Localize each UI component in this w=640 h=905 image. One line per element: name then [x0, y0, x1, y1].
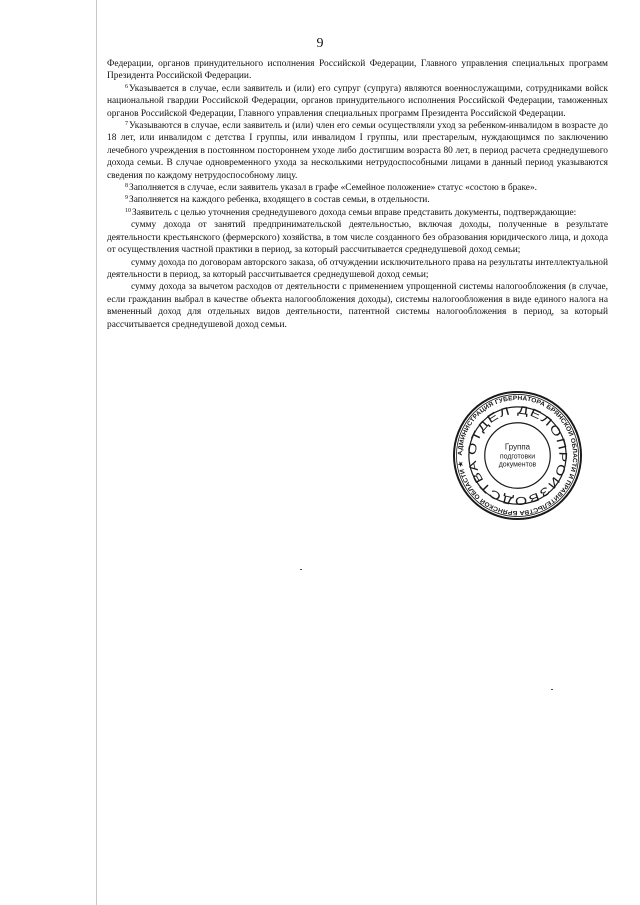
footnote-10	[107, 207, 608, 219]
list-item-tax-system-income	[107, 281, 608, 331]
paragraph-text: Заполняется на каждого ребенка, входящего в состав семьи, в отдельности.	[129, 195, 430, 206]
footnote-6	[107, 83, 608, 120]
list-item-business-income	[107, 219, 608, 256]
footnote-marker: 10	[125, 207, 131, 214]
paragraph-text: сумму дохода от занятий предпринимательской деятельностью, включая доходы, полученные в результате деятельности крестьянского (фермерского) хозяйства, в том числе созданного без образования юридического лица, и дохода от осуществления частной практики в период, за который рассчитывается среднедушевой доход семьи;	[107, 220, 608, 256]
footnote-continuation	[107, 58, 608, 83]
stamp-center-line-1: Группа	[504, 442, 531, 452]
footnote-marker: 8	[125, 183, 128, 190]
footnote-marker: 6	[125, 83, 128, 90]
paragraph-text: сумму дохода по договорам авторского заказа, об отчуждении исключительного права на результаты интеллектуальной деятельности в период, за который рассчитывается среднедушевой доход семьи;	[107, 257, 608, 280]
page-left-edge-line	[96, 0, 97, 905]
footnote-7	[107, 120, 608, 182]
paragraph-text: Указываются в случае, если заявитель и (или) член его семьи осуществляли уход за ребенком-инвалидом в возрасте до 18 лет, или инвалидом с детства I группы, или инвалидом I группы, или престарелым, нуждающимся по заключению лечебного учреждения в постоянном постороннем уходе либо достигшим возраста 80 лет, в период расчета среднедушевого дохода семьи. В случае одновременного ухода за несколькими нетрудоспособными лицами в данный период указываются сведения по каждому нетрудоспособному лицу.	[107, 121, 608, 181]
department-stamp	[451, 389, 584, 522]
scan-speck	[551, 689, 553, 690]
page-number: 9	[316, 36, 324, 51]
stamp-outer-ring-text-path: АДМИНИСТРАЦИЯ ГУБЕРНАТОРА БРЯНСКОЙ ОБЛАСТИ И ПРАВИТЕЛЬСТВА БРЯНСКОЙ ОБЛАСТИ ★	[456, 394, 579, 517]
footnotes-body	[107, 58, 608, 331]
list-item-copyright-income	[107, 257, 608, 282]
footnote-9	[107, 194, 608, 206]
stamp-inner-ring-text-path: ОТДЕЛ ДЕЛОПРОИЗВОДСТВА	[466, 404, 569, 507]
stamp-center-line-3: документов	[498, 461, 537, 469]
paragraph-text: сумму дохода за вычетом расходов от деятельности с применением упрощенной системы налогообложения (в случае, если гражданин выбрал в качестве объекта налогообложения доходы), системы налогообложения в виде единого налога на вмененный доход для отдельных видов деятельности, патентной системы налогообложения в период, за который рассчитывается среднедушевой доход семьи.	[107, 282, 608, 330]
paragraph-text: Заполняется в случае, если заявитель указал в графе «Семейное положение» статус «состою в браке».	[129, 183, 537, 194]
footnote-marker: 7	[125, 121, 128, 128]
footnote-8	[107, 182, 608, 194]
stamp-center-line-2: подготовки	[499, 453, 536, 461]
scan-speck	[300, 569, 302, 570]
footnote-marker: 9	[125, 195, 128, 202]
paragraph-text: Указывается в случае, если заявитель и (или) его супруг (супруга) являются военнослужащими, сотрудниками войск национальной гвардии Российской Федерации, органов принудительного исполнения Российской Федерации, таможенных органов Российской Федерации, Главного управления специальных программ Президента Российской Федерации.	[107, 83, 608, 119]
paragraph-text: Заявитель с целью уточнения среднедушевого дохода семьи вправе представить документы, подтверждающие:	[132, 207, 577, 218]
paragraph-text: Федерации, органов принудительного исполнения Российской Федерации, Главного управления специальных программ Президента Российской Федерации.	[107, 59, 608, 82]
